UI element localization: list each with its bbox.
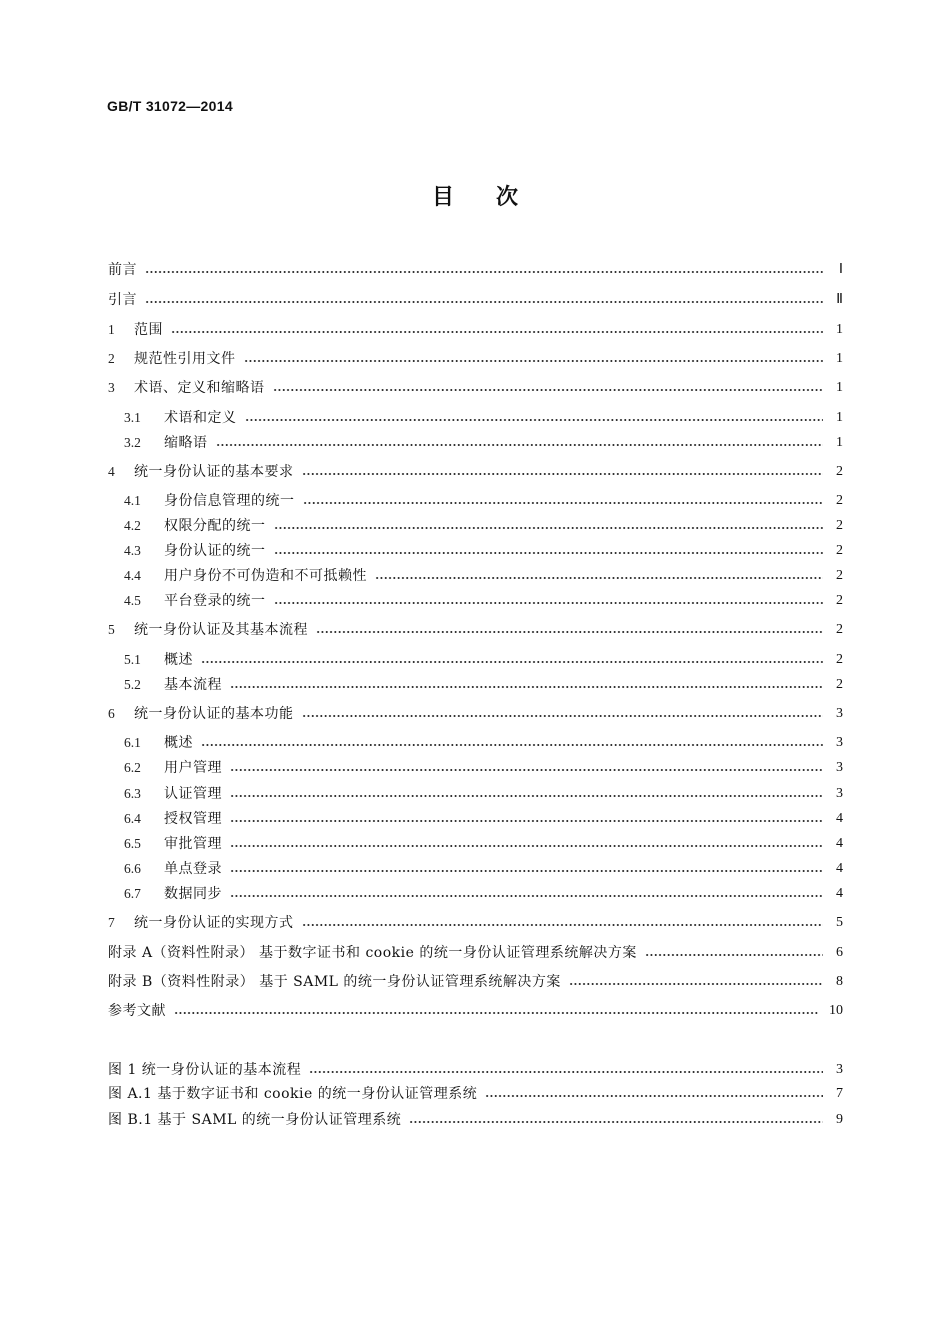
toc-entry-title: 统一身份认证的基本要求 [134, 464, 294, 480]
toc-entry-title: 数据同步 [164, 886, 222, 902]
page-number: 5 [836, 915, 843, 930]
dot-leader [375, 577, 823, 579]
dot-leader [216, 444, 824, 446]
toc-entry-title: 统一身份认证的基本功能 [134, 706, 294, 722]
toc-entry-number: 6.7 [124, 886, 141, 901]
page-number: 2 [836, 568, 843, 583]
page-number: 4 [836, 861, 843, 876]
standard-code: GB/T 31072—2014 [107, 98, 233, 114]
toc-entry-title: 概述 [164, 652, 193, 668]
dot-leader [274, 552, 824, 554]
page-number: 1 [836, 380, 843, 395]
page-number: 2 [836, 464, 843, 479]
toc-entry[interactable] [108, 349, 843, 369]
dot-leader [174, 1012, 819, 1014]
toc-entry-number: 5.2 [124, 677, 141, 692]
page-title: 目次 [431, 185, 560, 210]
dot-leader [230, 845, 823, 847]
toc-entry-number: 6.6 [124, 861, 141, 876]
page-number: 9 [836, 1112, 843, 1127]
dot-leader [303, 502, 824, 504]
page-number: 1 [836, 351, 843, 366]
toc-entry[interactable] [108, 591, 843, 611]
toc-entry[interactable] [108, 516, 843, 536]
page-number: 2 [836, 677, 843, 692]
toc-entry[interactable] [108, 884, 843, 904]
toc-entry-title: 统一身份认证及其基本流程 [134, 622, 308, 638]
toc-entry-title: 身份信息管理的统一 [164, 493, 295, 509]
toc-entry[interactable] [108, 704, 843, 724]
dot-leader [645, 954, 823, 956]
page-number: Ⅰ [838, 262, 843, 277]
dot-leader [230, 769, 823, 771]
dot-leader [273, 389, 824, 391]
page-number: 8 [836, 974, 843, 989]
toc-entry-number: 4.3 [124, 543, 141, 558]
dot-leader [316, 631, 823, 633]
toc-entry-number: 5 [108, 622, 115, 637]
page-number: 2 [836, 493, 843, 508]
toc-entry-number: 6.2 [124, 760, 141, 775]
toc-entry-number: 6.4 [124, 811, 141, 826]
dot-leader [230, 870, 823, 872]
toc-entry-title: 用户管理 [164, 760, 222, 776]
page-number: 3 [836, 760, 843, 775]
toc-entry-title: 附录 A（资料性附录） 基于数字证书和 cookie 的统一身份认证管理系统解决方案 [108, 945, 637, 961]
figure-entry[interactable] [108, 1110, 843, 1130]
toc-entry-number: 6 [108, 706, 115, 721]
page-number: 4 [836, 836, 843, 851]
toc-entry[interactable] [108, 260, 843, 280]
figure-entry[interactable] [108, 1084, 843, 1104]
toc-entry[interactable] [108, 758, 843, 778]
page-number: Ⅱ [836, 292, 843, 307]
toc-entry-number: 5.1 [124, 652, 141, 667]
toc-entry[interactable] [108, 620, 843, 640]
toc-entry-title: 基本流程 [164, 677, 222, 693]
dot-leader [274, 527, 824, 529]
page-number: 2 [836, 543, 843, 558]
toc-entry-title: 规范性引用文件 [134, 351, 236, 367]
page-number: 6 [836, 945, 843, 960]
toc-entry-number: 6.3 [124, 786, 141, 801]
toc-entry-number: 4.1 [124, 493, 141, 508]
toc-entry-title: 术语和定义 [164, 410, 237, 426]
figure-entry-title: 图 1 统一身份认证的基本流程 [108, 1062, 302, 1078]
toc-entry-number: 7 [108, 915, 115, 930]
toc-entry[interactable] [108, 650, 843, 670]
toc-entry[interactable] [108, 290, 843, 310]
dot-leader [569, 983, 823, 985]
toc-entry[interactable] [108, 433, 843, 453]
toc-entry-number: 6.5 [124, 836, 141, 851]
toc-entry-number: 4 [108, 464, 115, 479]
page-number: 10 [829, 1003, 843, 1018]
page-number: 2 [836, 652, 843, 667]
toc-entry-title: 附录 B（资料性附录） 基于 SAML 的统一身份认证管理系统解决方案 [108, 974, 561, 990]
toc-entry-title: 前言 [108, 262, 137, 278]
page-number: 1 [836, 435, 843, 450]
toc-entry[interactable] [108, 1001, 843, 1021]
toc-entry[interactable] [108, 462, 843, 482]
figure-entry-title: 图 A.1 基于数字证书和 cookie 的统一身份认证管理系统 [108, 1086, 478, 1102]
toc-entry-number: 2 [108, 351, 115, 366]
dot-leader [230, 895, 823, 897]
toc-entry[interactable] [108, 784, 843, 804]
toc-entry-title: 授权管理 [164, 811, 222, 827]
toc-entry[interactable] [108, 541, 843, 561]
toc-entry-title: 参考文献 [108, 1003, 166, 1019]
toc-entry[interactable] [108, 834, 843, 854]
toc-entry-title: 缩略语 [164, 435, 208, 451]
dot-leader [302, 473, 824, 475]
toc-entry[interactable] [108, 972, 843, 992]
toc-entry-number: 6.1 [124, 735, 141, 750]
toc-entry-title: 范围 [134, 322, 163, 338]
toc-entry-number: 3.1 [124, 410, 141, 425]
dot-leader [201, 661, 823, 663]
toc-entry-title: 权限分配的统一 [164, 518, 266, 534]
page-number: 2 [836, 518, 843, 533]
toc-entry-title: 引言 [108, 292, 137, 308]
dot-leader [274, 602, 824, 604]
page-number: 3 [836, 1062, 843, 1077]
dot-leader [230, 795, 823, 797]
dot-leader [409, 1121, 823, 1123]
toc-entry[interactable] [108, 859, 843, 879]
toc-entry[interactable] [108, 675, 843, 695]
toc-entry-number: 3 [108, 380, 115, 395]
dot-leader [244, 360, 824, 362]
page-number: 4 [836, 886, 843, 901]
toc-entry[interactable] [108, 913, 843, 933]
figure-entry-title: 图 B.1 基于 SAML 的统一身份认证管理系统 [108, 1112, 402, 1128]
toc-entry-title: 术语、定义和缩略语 [134, 380, 265, 396]
page-number: 3 [836, 786, 843, 801]
dot-leader [302, 924, 824, 926]
toc-entry-title: 概述 [164, 735, 193, 751]
toc-entry[interactable] [108, 378, 843, 398]
toc-entry-title: 统一身份认证的实现方式 [134, 915, 294, 931]
dot-leader [145, 301, 823, 303]
toc-entry-title: 审批管理 [164, 836, 222, 852]
toc-entry-number: 4.4 [124, 568, 141, 583]
toc-entry[interactable] [108, 491, 843, 511]
dot-leader [309, 1071, 823, 1073]
toc-entry-number: 4.2 [124, 518, 141, 533]
toc-entry-number: 1 [108, 322, 115, 337]
toc-entry-title: 用户身份不可伪造和不可抵赖性 [164, 568, 367, 584]
page-number: 1 [836, 322, 843, 337]
toc-entry[interactable] [108, 943, 843, 963]
page-number: 7 [836, 1086, 843, 1101]
toc-entry-number: 4.5 [124, 593, 141, 608]
toc-entry[interactable] [108, 408, 843, 428]
dot-leader [171, 331, 823, 333]
toc-entry-title: 单点登录 [164, 861, 222, 877]
toc-entry[interactable] [108, 566, 843, 586]
dot-leader [230, 820, 823, 822]
toc-entry-number: 3.2 [124, 435, 141, 450]
page-number: 3 [836, 735, 843, 750]
dot-leader [245, 419, 824, 421]
dot-leader [230, 686, 823, 688]
toc-entry[interactable] [108, 809, 843, 829]
figure-entry[interactable] [108, 1060, 843, 1080]
toc-entry[interactable] [108, 320, 843, 340]
dot-leader [145, 271, 823, 273]
page-number: 4 [836, 811, 843, 826]
dot-leader [201, 744, 823, 746]
page-number: 3 [836, 706, 843, 721]
page-number: 2 [836, 622, 843, 637]
page-number: 1 [836, 410, 843, 425]
toc-entry[interactable] [108, 733, 843, 753]
page-number: 2 [836, 593, 843, 608]
toc-entry-title: 身份认证的统一 [164, 543, 266, 559]
toc-entry-title: 平台登录的统一 [164, 593, 266, 609]
dot-leader [302, 715, 824, 717]
dot-leader [485, 1095, 823, 1097]
toc-entry-title: 认证管理 [164, 786, 222, 802]
